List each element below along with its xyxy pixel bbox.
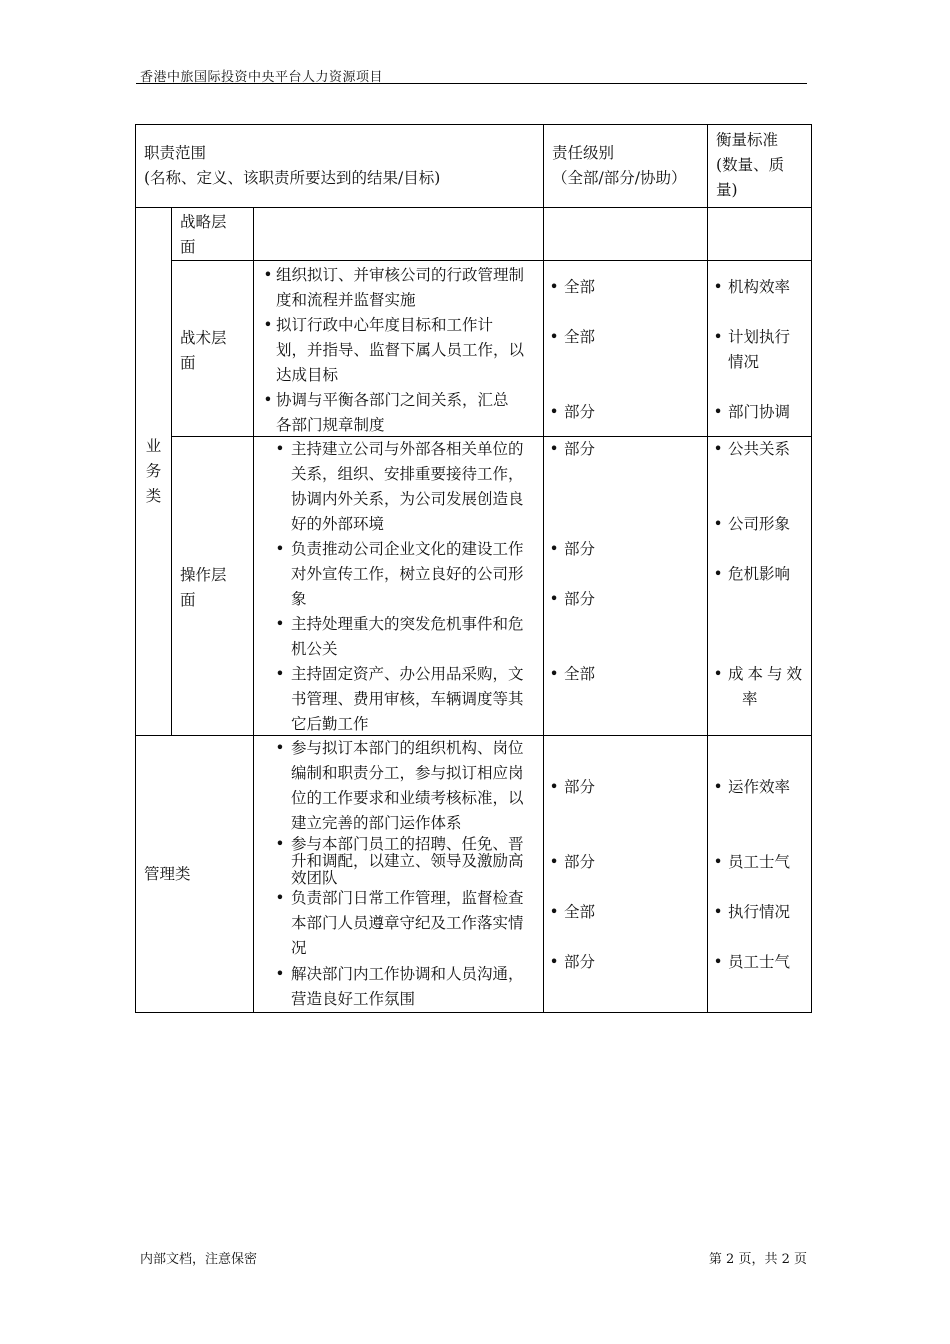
bullet-icon: •	[713, 953, 723, 971]
operational-duty-item	[262, 437, 535, 537]
duty-line: 升和调配，以建立、领导及激励高	[291, 852, 524, 870]
header-scope-title: 职责范围	[144, 144, 207, 162]
management-category-cell	[136, 736, 254, 1013]
tactical-duties-cell	[254, 261, 544, 437]
measure-value: 执行情况	[728, 903, 791, 921]
header-scope-cell	[136, 125, 544, 208]
management-duty-item	[262, 886, 535, 961]
header-measure-subtitle-2: 量)	[716, 181, 738, 199]
level-value: 部分	[564, 540, 596, 558]
measure-value: 危机影响	[728, 565, 791, 583]
duty-line: 况	[291, 939, 307, 957]
footer-confidential-note: 内部文档，注意保密	[140, 1252, 258, 1267]
measure-item	[712, 950, 807, 975]
level-value: 部分	[564, 403, 596, 421]
operational-row	[136, 437, 812, 736]
level-value: 全部	[564, 665, 596, 683]
bullet-icon: •	[713, 853, 723, 871]
measure-value: 机构效率	[728, 278, 791, 296]
measure-item	[712, 512, 807, 537]
duty-line: 协调与平衡各部门之间关系，汇总	[276, 391, 509, 409]
bullet-icon: •	[713, 778, 723, 796]
duty-line: 度和流程并监督实施	[276, 291, 416, 309]
duty-line: 解决部门内工作协调和人员沟通，	[291, 965, 524, 983]
duty-line: 参与本部门员工的招聘、任免、晋	[291, 835, 524, 853]
measure-item	[712, 662, 807, 712]
measure-value: 员工士气	[728, 953, 791, 971]
business-category-cell	[136, 208, 172, 736]
measure-item	[712, 325, 807, 375]
duty-line: 营造良好工作氛围	[291, 990, 416, 1008]
bullet-icon: •	[549, 778, 559, 796]
measure-value: 情况	[728, 353, 760, 371]
header-level-subtitle: （全部/部分/协助）	[552, 169, 687, 187]
management-category-label: 管理类	[144, 864, 191, 883]
bullet-icon: •	[263, 266, 273, 284]
bullet-icon: •	[713, 403, 723, 421]
management-duty-item	[262, 836, 535, 887]
measure-value: 计划执行	[728, 328, 791, 346]
level-value: 全部	[564, 278, 596, 296]
level-value: 部分	[564, 778, 596, 796]
header-measure-cell	[708, 125, 812, 208]
management-row	[136, 736, 812, 1013]
tactical-duty-item	[262, 263, 535, 313]
duty-line: 拟订行政中心年度目标和工作计	[276, 316, 494, 334]
tactical-label-cell	[172, 261, 254, 437]
bullet-icon: •	[275, 540, 285, 558]
operational-levels-cell	[544, 437, 708, 736]
business-category-char: 业	[145, 437, 162, 455]
bullet-icon: •	[275, 739, 285, 757]
bullet-icon: •	[549, 403, 559, 421]
bullet-icon: •	[713, 515, 723, 533]
bullet-icon: •	[713, 903, 723, 921]
duty-line: 对外宣传工作，树立良好的公司形	[291, 565, 524, 583]
strategic-level-cell	[544, 208, 708, 261]
bullet-icon: •	[549, 665, 559, 683]
bullet-icon: •	[549, 590, 559, 608]
bullet-icon: •	[549, 903, 559, 921]
bullet-icon: •	[713, 565, 723, 583]
management-levels-cell	[544, 736, 708, 1013]
bullet-icon: •	[549, 953, 559, 971]
duty-line: 主持固定资产、办公用品采购，文	[291, 665, 524, 683]
header-divider	[136, 83, 807, 84]
bullet-icon: •	[275, 615, 285, 633]
tactical-duty-item	[262, 313, 535, 388]
measure-value: 率	[742, 690, 758, 708]
duty-line: 各部门规章制度	[276, 416, 385, 434]
duty-line: 协调内外关系，为公司发展创造良	[291, 490, 524, 508]
operational-measures-cell	[708, 437, 812, 736]
level-value: 部分	[564, 440, 596, 458]
tactical-row	[136, 261, 812, 437]
level-value: 部分	[564, 590, 596, 608]
duty-line: 机公关	[291, 640, 338, 658]
tactical-label: 战术层	[180, 328, 227, 347]
strategic-label-cell	[172, 208, 254, 261]
level-item	[548, 950, 703, 975]
duty-line: 组织拟订、并审核公司的行政管理制	[276, 266, 525, 284]
measure-item	[712, 437, 807, 462]
measure-value: 部门协调	[728, 403, 791, 421]
operational-duty-item	[262, 537, 535, 612]
measure-item	[712, 775, 807, 800]
bullet-icon: •	[713, 278, 723, 296]
bullet-icon: •	[275, 835, 285, 853]
bullet-icon: •	[713, 665, 723, 683]
bullet-icon: •	[275, 665, 285, 683]
footer-page-number: 第 2 页，共 2 页	[708, 1252, 807, 1267]
header-level-cell	[544, 125, 708, 208]
measure-value: 公司形象	[728, 515, 791, 533]
measure-item	[712, 275, 807, 300]
bullet-icon: •	[713, 440, 723, 458]
business-category-char: 务	[145, 462, 162, 480]
bullet-icon: •	[549, 540, 559, 558]
duty-line: 关系，组织、安排重要接待工作，	[291, 465, 524, 483]
strategic-measure-cell	[708, 208, 812, 261]
duty-line: 负责推动公司企业文化的建设工作	[291, 540, 524, 558]
duty-line: 主持建立公司与外部各相关单位的	[291, 440, 524, 458]
management-duty-item	[262, 736, 535, 836]
management-duty-item	[262, 962, 535, 1012]
level-item	[548, 437, 703, 462]
tactical-levels-cell	[544, 261, 708, 437]
duty-line: 参与拟订本部门的组织机构、岗位	[291, 739, 524, 757]
management-measures-cell	[708, 736, 812, 1013]
duty-line: 效团队	[291, 869, 338, 887]
bullet-icon: •	[263, 391, 273, 409]
operational-duty-item	[262, 612, 535, 662]
bullet-icon: •	[713, 328, 723, 346]
level-item	[548, 775, 703, 800]
bullet-icon: •	[549, 440, 559, 458]
level-value: 部分	[564, 853, 596, 871]
duty-line: 它后勤工作	[291, 715, 369, 733]
operational-label-cont: 面	[180, 591, 196, 609]
duty-line: 达成目标	[276, 366, 339, 384]
operational-label: 操作层	[180, 566, 227, 584]
document-header-title: 香港中旅国际投资中央平台人力资源项目	[140, 70, 384, 85]
bullet-icon: •	[549, 853, 559, 871]
level-value: 全部	[564, 903, 596, 921]
level-item	[548, 587, 703, 612]
bullet-icon: •	[263, 316, 273, 334]
bullet-icon: •	[549, 328, 559, 346]
level-value: 全部	[564, 328, 596, 346]
measure-item	[712, 850, 807, 875]
strategic-label: 战略层	[180, 213, 227, 231]
duty-line: 编制和职责分工，参与拟订相应岗	[291, 764, 524, 782]
operational-duty-item	[262, 662, 535, 737]
tactical-label-cont: 面	[180, 353, 196, 372]
duty-line: 好的外部环境	[291, 515, 385, 533]
tactical-measures-cell	[708, 261, 812, 437]
level-value: 部分	[564, 953, 596, 971]
measure-value: 员工士气	[728, 853, 791, 871]
measure-value: 公共关系	[728, 440, 791, 458]
measure-item	[712, 400, 807, 425]
duty-line: 位的工作要求和业绩考核标准，以	[291, 789, 524, 807]
measure-value: 运作效率	[728, 778, 791, 796]
header-measure-subtitle: (数量、质	[716, 156, 785, 174]
bullet-icon: •	[275, 965, 285, 983]
measure-item	[712, 562, 807, 587]
header-scope-subtitle: (名称、定义、该职责所要达到的结果/目标)	[144, 169, 441, 187]
duty-line: 主持处理重大的突发危机事件和危	[291, 615, 524, 633]
duty-line: 书管理、费用审核，车辆调度等其	[291, 690, 524, 708]
duty-line: 负责部门日常工作管理，监督检查	[291, 889, 524, 907]
business-category-char: 类	[145, 487, 162, 505]
management-duties-cell	[254, 736, 544, 1013]
level-item	[548, 662, 703, 687]
level-item	[548, 537, 703, 562]
operational-label-cell	[172, 437, 254, 736]
duty-line: 象	[291, 590, 307, 608]
measure-value: 成本与效	[728, 665, 807, 683]
tactical-duty-item	[262, 388, 535, 438]
bullet-icon: •	[549, 278, 559, 296]
level-item	[548, 325, 703, 350]
table-header-row	[136, 125, 812, 208]
responsibility-table	[135, 124, 812, 1013]
strategic-row	[136, 208, 812, 261]
header-level-title: 责任级别	[552, 144, 615, 162]
strategic-label-cont: 面	[180, 238, 196, 256]
bullet-icon: •	[275, 440, 285, 458]
header-measure-title: 衡量标准	[716, 131, 779, 149]
level-item	[548, 900, 703, 925]
level-item	[548, 275, 703, 300]
measure-item	[712, 900, 807, 925]
duty-line: 本部门人员遵章守纪及工作落实情	[291, 914, 524, 932]
duty-line: 建立完善的部门运作体系	[291, 814, 462, 832]
bullet-icon: •	[275, 889, 285, 907]
level-item	[548, 850, 703, 875]
strategic-duties-cell	[254, 208, 544, 261]
level-item	[548, 400, 703, 425]
duty-line: 划，并指导、监督下属人员工作，以	[276, 341, 525, 359]
operational-duties-cell	[254, 437, 544, 736]
